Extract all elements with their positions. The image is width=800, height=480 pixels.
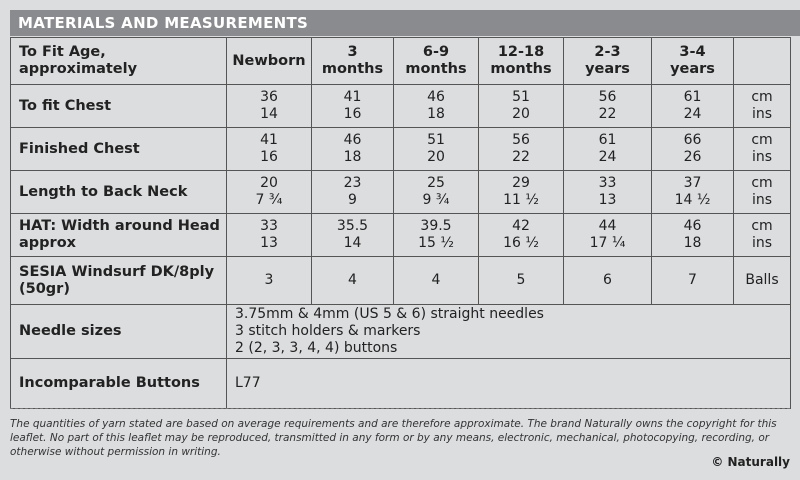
value-cell bbox=[479, 214, 564, 257]
cell-line: ins bbox=[751, 149, 773, 165]
cell-line: 18 bbox=[343, 149, 362, 165]
cell-line: 25 bbox=[427, 175, 445, 191]
value-cell bbox=[312, 257, 394, 305]
value-cell bbox=[394, 257, 479, 305]
buttons-value: L77 bbox=[227, 359, 791, 409]
value-cell bbox=[227, 214, 312, 257]
measurements-table bbox=[10, 37, 791, 409]
cell-line: 14 bbox=[343, 235, 362, 251]
value-cell bbox=[227, 85, 312, 128]
unit-cell bbox=[734, 85, 791, 128]
age-column-header bbox=[394, 38, 479, 85]
cell-line: 56 bbox=[512, 132, 530, 148]
row-label: To Fit Age, approximately bbox=[11, 38, 227, 85]
section-title: MATERIALS AND MEASUREMENTS bbox=[10, 10, 800, 36]
cell-line: 26 bbox=[683, 149, 702, 165]
value-cell bbox=[564, 171, 652, 214]
cell-line: 3 bbox=[347, 44, 358, 60]
cell-line: HAT: Width around Head bbox=[19, 218, 220, 234]
row-label bbox=[11, 214, 227, 257]
unit-header-blank bbox=[734, 38, 791, 85]
cell-line: 20 bbox=[260, 175, 278, 191]
cell-line: 46 bbox=[343, 132, 362, 148]
cell-line: 2-3 bbox=[594, 44, 621, 60]
cell-line: 44 bbox=[598, 218, 617, 234]
cell-line: years bbox=[585, 61, 630, 77]
cell-line: 11 ½ bbox=[503, 192, 539, 208]
cell-line: 13 bbox=[598, 192, 617, 208]
unit-cell bbox=[734, 128, 791, 171]
value-cell bbox=[394, 171, 479, 214]
cell-line: 12-18 bbox=[497, 44, 545, 60]
cell-line: cm bbox=[751, 218, 773, 234]
cell-line: 20 bbox=[427, 149, 445, 165]
value-cell bbox=[652, 85, 734, 128]
cell-line: 9 ¾ bbox=[422, 192, 450, 208]
cell-line: 6-9 bbox=[422, 44, 450, 60]
value-cell bbox=[652, 257, 734, 305]
measurement-row bbox=[11, 257, 791, 305]
age-column-header bbox=[564, 38, 652, 85]
cell-line: 24 bbox=[683, 106, 702, 122]
value-cell bbox=[652, 214, 734, 257]
age-column-header bbox=[652, 38, 734, 85]
needle-details bbox=[227, 305, 791, 359]
cell-line: 37 bbox=[683, 175, 702, 191]
cell-line: 56 bbox=[598, 89, 617, 105]
cell-line: 15 ½ bbox=[418, 235, 454, 251]
cell-line: 14 ½ bbox=[674, 192, 711, 208]
row-label: To fit Chest bbox=[11, 85, 227, 128]
row-label: Length to Back Neck bbox=[11, 171, 227, 214]
age-column-header bbox=[479, 38, 564, 85]
value-cell bbox=[479, 85, 564, 128]
value-cell bbox=[312, 214, 394, 257]
cell-line: 46 bbox=[683, 218, 702, 234]
cell-line: ins bbox=[751, 192, 773, 208]
value-cell bbox=[564, 85, 652, 128]
cell-line: months bbox=[490, 61, 552, 77]
cell-line: 2 (2, 3, 3, 4, 4) buttons bbox=[235, 340, 398, 356]
value-cell bbox=[394, 214, 479, 257]
cell-line: 61 bbox=[598, 132, 617, 148]
cell-line: cm bbox=[751, 132, 773, 148]
cell-line: 7 bbox=[688, 272, 697, 288]
row-label: Finished Chest bbox=[11, 128, 227, 171]
cell-line: 24 bbox=[598, 149, 617, 165]
cell-line: 29 bbox=[512, 175, 530, 191]
cell-line: years bbox=[670, 61, 715, 77]
cell-line: ins bbox=[751, 106, 773, 122]
value-cell bbox=[479, 128, 564, 171]
value-cell bbox=[227, 171, 312, 214]
value-cell bbox=[564, 257, 652, 305]
value-cell bbox=[312, 85, 394, 128]
unit-cell bbox=[734, 171, 791, 214]
measurement-row bbox=[11, 214, 791, 257]
value-cell bbox=[479, 257, 564, 305]
value-cell bbox=[227, 257, 312, 305]
cell-line: 16 bbox=[260, 149, 278, 165]
cell-line: 20 bbox=[512, 106, 530, 122]
cell-line: (50gr) bbox=[19, 280, 70, 297]
cell-line: cm bbox=[751, 175, 773, 191]
cell-line: 22 bbox=[598, 106, 617, 122]
row-label: Incomparable Buttons bbox=[11, 359, 227, 409]
cell-line: 17 ¼ bbox=[589, 235, 626, 251]
age-column-header bbox=[227, 38, 312, 85]
cell-line: SESIA Windsurf DK/8ply bbox=[19, 263, 215, 280]
cell-line: 51 bbox=[512, 89, 530, 105]
value-cell bbox=[394, 128, 479, 171]
cell-line: 13 bbox=[260, 235, 278, 251]
cell-line: 51 bbox=[427, 132, 445, 148]
unit-cell bbox=[734, 257, 791, 305]
cell-line: 33 bbox=[260, 218, 278, 234]
cell-line: Balls bbox=[745, 272, 779, 288]
row-label bbox=[11, 257, 227, 305]
cell-line: 42 bbox=[512, 218, 530, 234]
cell-line: 36 bbox=[260, 89, 278, 105]
value-cell bbox=[227, 128, 312, 171]
cell-line: Newborn bbox=[232, 52, 306, 69]
unit-cell bbox=[734, 214, 791, 257]
cell-line: 18 bbox=[683, 235, 702, 251]
value-cell bbox=[312, 128, 394, 171]
cell-line: 6 bbox=[603, 272, 612, 288]
cell-line: 4 bbox=[431, 272, 441, 288]
cell-line: 46 bbox=[427, 89, 445, 105]
cell-line: 5 bbox=[516, 272, 526, 288]
cell-line: 18 bbox=[427, 106, 445, 122]
age-column-header bbox=[312, 38, 394, 85]
cell-line: 66 bbox=[683, 132, 702, 148]
brand-copyright: © Naturally bbox=[711, 455, 790, 469]
copyright-notice: The quantities of yarn stated are based on average requirements and are therefore approximate. The brand Naturally owns the copyright for this leaflet. No part of this leaflet may be reproduced, transmitted in any form or by any means, electronic, mechanical, photocopying, recording, or otherwise without permission in writing. bbox=[10, 408, 790, 459]
cell-line: months bbox=[405, 61, 467, 77]
measurement-row bbox=[11, 171, 791, 214]
buttons-row bbox=[11, 359, 791, 409]
cell-line: 33 bbox=[598, 175, 617, 191]
cell-line: 4 bbox=[348, 272, 357, 288]
cell-line: 3-4 bbox=[679, 44, 706, 60]
cell-line: 16 ½ bbox=[503, 235, 539, 251]
value-cell bbox=[394, 85, 479, 128]
cell-line: 41 bbox=[260, 132, 278, 148]
value-cell bbox=[564, 214, 652, 257]
cell-line: 3 bbox=[264, 272, 274, 288]
cell-line: 23 bbox=[343, 175, 362, 191]
cell-line: 14 bbox=[260, 106, 278, 122]
cell-line: 22 bbox=[512, 149, 530, 165]
age-row bbox=[11, 38, 791, 85]
row-label: Needle sizes bbox=[11, 305, 227, 359]
value-cell bbox=[652, 128, 734, 171]
value-cell bbox=[652, 171, 734, 214]
cell-line: months bbox=[321, 61, 384, 77]
cell-line: 35.5 bbox=[336, 218, 369, 234]
value-cell bbox=[312, 171, 394, 214]
cell-line: 61 bbox=[683, 89, 702, 105]
value-cell bbox=[479, 171, 564, 214]
measurement-row bbox=[11, 85, 791, 128]
value-cell bbox=[564, 128, 652, 171]
needle-row bbox=[11, 305, 791, 359]
cell-line: approx bbox=[19, 235, 77, 251]
cell-line: 3.75mm & 4mm (US 5 & 6) straight needles bbox=[235, 306, 544, 322]
measurement-row bbox=[11, 128, 791, 171]
cell-line: 7 ¾ bbox=[255, 192, 283, 208]
cell-line: ins bbox=[751, 235, 773, 251]
cell-line: 41 bbox=[343, 89, 362, 105]
cell-line: cm bbox=[751, 89, 773, 105]
cell-line: 39.5 bbox=[420, 218, 452, 234]
cell-line: 16 bbox=[343, 106, 362, 122]
cell-line: 9 bbox=[348, 192, 357, 208]
cell-line: 3 stitch holders & markers bbox=[235, 323, 421, 339]
